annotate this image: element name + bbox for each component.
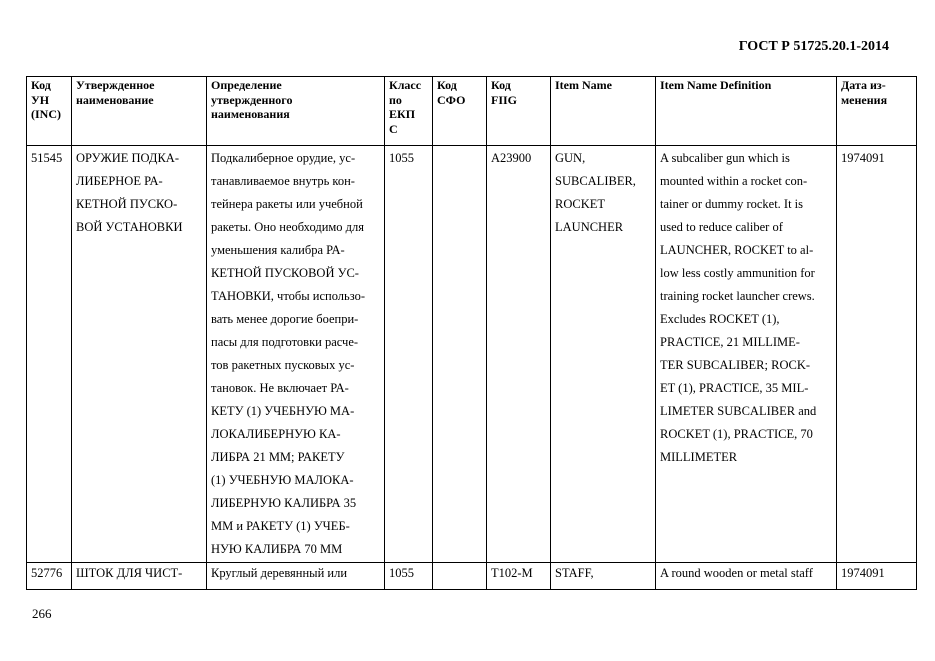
cell-inc: 52776 bbox=[27, 563, 72, 590]
col-header-sfo: Код СФО bbox=[433, 77, 487, 146]
col-header-fiig: Код FIIG bbox=[487, 77, 551, 146]
cell-item-definition: A subcaliber gun which is mounted within a rocket con- tainer or dummy rocket. It is used to reduce caliber of LAUNCHER, ROCKET to al- low less costly ammunition for training rocket launcher crews. Excludes ROCKET (1), PRACTICE, 21 MILLIME- TER SUBCALIBER; ROCK- ET (1), PRACTICE, 35 MIL- LIMETER SUBCALIBER and ROCKET (1), PRACTICE, 70 MILLIMETER bbox=[656, 146, 837, 563]
page-number: 266 bbox=[32, 606, 52, 621]
cell-fiig: A23900 bbox=[487, 146, 551, 563]
cell-inc: 51545 bbox=[27, 146, 72, 563]
cell-definition: Подкалиберное орудие, ус- танавливаемое внутрь кон- тейнера ракеты или учебной ракеты. Оно необходимо для уменьшения калибра РА- КЕТНОЙ ПУСКОВОЙ УС- ТАНОВКИ, чтобы использо- вать менее дорогие боепри- пасы для подготовки расче- тов ракетных пусковых ус- тановок. Не включает РА- КЕТУ (1) УЧЕБНУЮ МА- ЛОКАЛИБЕРНУЮ КА- ЛИБРА 21 ММ; РАКЕТУ (1) УЧЕБНУЮ МАЛОКА- ЛИБЕРНУЮ КАЛИБРА 35 ММ и РАКЕТУ (1) УЧЕБ- НУЮ КАЛИБРА 70 ММ bbox=[207, 146, 385, 563]
col-header-class: Класс по ЕКП С bbox=[385, 77, 433, 146]
cell-item-definition: A round wooden or metal staff bbox=[656, 563, 837, 590]
cell-item-name: GUN, SUBCALIBER, ROCKET LAUNCHER bbox=[551, 146, 656, 563]
cell-definition: Круглый деревянный или bbox=[207, 563, 385, 590]
cell-class: 1055 bbox=[385, 563, 433, 590]
cell-sfo bbox=[433, 563, 487, 590]
document-code: ГОСТ Р 51725.20.1-2014 bbox=[738, 39, 889, 54]
col-header-name: Утвержденное наименование bbox=[72, 77, 207, 146]
col-header-definition: Определение утвержденного наименования bbox=[207, 77, 385, 146]
cell-class: 1055 bbox=[385, 146, 433, 563]
col-header-item-name: Item Name bbox=[551, 77, 656, 146]
cell-date: 1974091 bbox=[837, 563, 917, 590]
cell-sfo bbox=[433, 146, 487, 563]
cell-name: ОРУЖИЕ ПОДКА- ЛИБЕРНОЕ РА- КЕТНОЙ ПУСКО- ВОЙ УСТАНОВКИ bbox=[72, 146, 207, 563]
header-row bbox=[27, 77, 917, 146]
table-row bbox=[27, 146, 917, 563]
table-row bbox=[27, 563, 917, 590]
register-table bbox=[26, 76, 917, 590]
cell-item-name: STAFF, bbox=[551, 563, 656, 590]
cell-name: ШТОК ДЛЯ ЧИСТ- bbox=[72, 563, 207, 590]
cell-fiig: T102-M bbox=[487, 563, 551, 590]
col-header-inc: Код УН (INC) bbox=[27, 77, 72, 146]
col-header-item-definition: Item Name Definition bbox=[656, 77, 837, 146]
cell-date: 1974091 bbox=[837, 146, 917, 563]
col-header-date: Дата из- менения bbox=[837, 77, 917, 146]
